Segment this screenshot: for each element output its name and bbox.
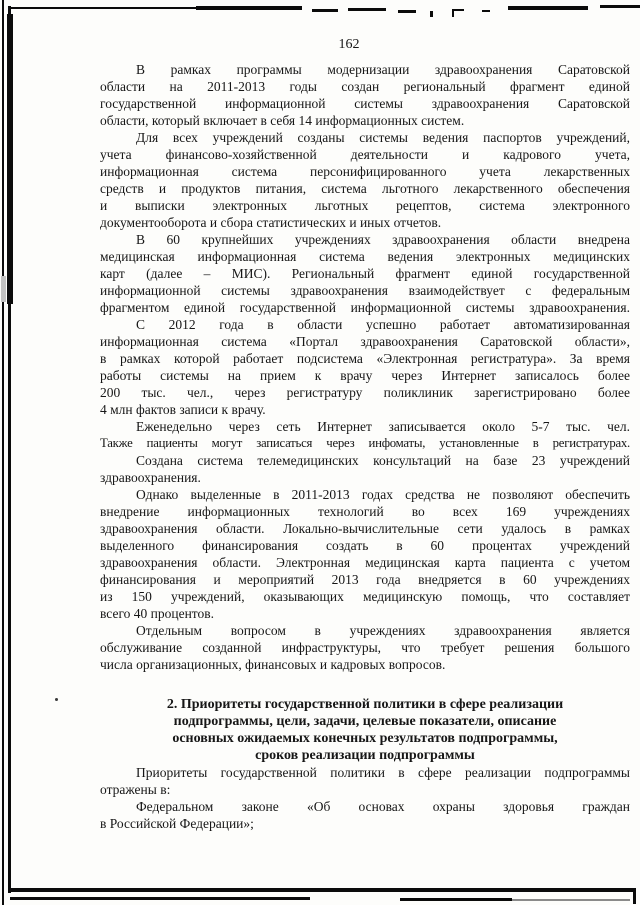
scan-border-left-outer [2, 0, 4, 905]
text-line: В 60 крупнейших учреждениях здравоохранения области внедрена [136, 232, 630, 247]
text-line: обслуживание созданной инфраструктуры, что требует решения большого [100, 640, 630, 655]
paragraph [100, 798, 630, 832]
scan-border-bottom-second [10, 897, 310, 900]
text-line: фрагментом единой государственной информационной системы здравоохранения. [100, 300, 630, 315]
text-line: в рамках которой работает подсистема «Электронная регистратура». За время [100, 351, 630, 366]
scan-border-top-segment [348, 8, 386, 11]
text-line: Приоритеты государственной политики в сфере реализации подпрограммы [136, 765, 630, 780]
scan-border-top-segment [398, 10, 416, 13]
text-line: здравоохранения. [100, 470, 201, 485]
page-number: 162 [338, 37, 360, 52]
text-line: выделенного финансирования создать в 60 процентах учреждений [100, 538, 630, 553]
scan-border-bottom [10, 888, 635, 892]
text-line: информационной системы здравоохранения взаимодействует с федеральным [100, 283, 630, 298]
text-line: Еженедельно через сеть Интернет записывается около 5-7 тыс. чел. [136, 419, 630, 434]
scan-border-bottom-second [400, 898, 512, 901]
text-line: карт (далее – МИС). Региональный фрагмент единой государственной [100, 266, 630, 281]
text-line: Федеральном законе «Об основах охраны здоровья граждан [136, 799, 630, 814]
text-line: 200 тыс. чел., через регистратуру поликлиник зарегистрировано более [100, 385, 630, 400]
text-line: 4 млн фактов записи к врачу. [100, 402, 266, 417]
text-line: внедрение информационных технологий во всех 169 учреждениях [100, 504, 630, 519]
text-line: С 2012 года в области успешно работает автоматизированная [136, 317, 630, 332]
text-line: финансирования и мероприятий 2013 года внедряется в 60 учреждениях [100, 572, 630, 587]
scan-ink-dot [55, 698, 58, 701]
text-line: Также пациенты могут записаться через инфоматы, установленные в регистратурах. [100, 436, 630, 450]
scan-border-corner-tick [633, 888, 636, 904]
text-line: подпрограммы, цели, задачи, целевые показатели, описание [173, 714, 557, 729]
text-line: и выписки электронных льготных рецептов, система электронного [100, 198, 630, 213]
text-line: отражены в: [100, 782, 171, 797]
text-line: В рамках программы модернизации здравоохранения Саратовской [136, 62, 630, 77]
paragraph [100, 61, 630, 129]
text-line: Создана система телемедицинских консультаций на базе 23 учреждений [136, 453, 630, 468]
scan-smudge [1, 276, 6, 302]
text-line: средств и продуктов питания, система льготного лекарственного обеспечения [100, 181, 630, 196]
text-line: Для всех учреждений созданы системы ведения паспортов учреждений, [136, 130, 630, 145]
text-line: сроков реализации подпрограммы [255, 748, 475, 763]
text-line: из 150 учреждений, оказывающих медицинскую помощь, что составляет [100, 589, 630, 604]
text-line: Однако выделенные в 2011-2013 годах средства не позволяют обеспечить [136, 487, 630, 502]
scan-border-top-segment [196, 6, 302, 10]
paragraph [100, 486, 630, 622]
text-line: информационная система персонифицированного учета лекарственных [100, 164, 630, 179]
text-line: 2. Приоритеты государственной политики в сфере реализации [166, 697, 564, 712]
scan-speck [452, 9, 454, 17]
text-block [100, 36, 630, 832]
paragraph [100, 316, 630, 418]
scan-speck [482, 10, 490, 12]
text-line: медицинская информационная система ведения электронных медицинских [100, 249, 630, 264]
scan-border-top-segment [10, 7, 198, 9]
text-line: всего 40 процентов. [100, 606, 215, 621]
paragraph [100, 622, 630, 673]
text-line: Отдельным вопросом в учреждениях здравоохранения является [136, 623, 630, 638]
paragraph [100, 452, 630, 486]
text-line: числа организационных, финансовых и кадровых вопросов. [100, 657, 446, 672]
document-body [100, 61, 630, 832]
scan-border-top-segment [508, 6, 588, 10]
text-line: работы системы на прием к врачу через Интернет записалось более [100, 368, 630, 383]
section-heading [100, 696, 630, 764]
text-line: документооборота и сбора статистических и иных отчетов. [100, 215, 442, 230]
paragraph [100, 129, 630, 231]
text-line: здравоохранения области. Локально-вычислительные сети удалось в рамках [100, 521, 630, 536]
scan-border-top-segment [312, 9, 338, 12]
scan-border-bottom-faint [512, 899, 630, 901]
scan-border-top-segment [600, 5, 640, 8]
paragraph [100, 764, 630, 798]
text-line: области на 2011-2013 годы создан региональный фрагмент единой [100, 79, 630, 94]
text-line: здравоохранения области. Электронная медицинская карта пациента с учетом [100, 555, 630, 570]
text-line: в Российской Федерации»; [100, 816, 254, 831]
text-line: области, который включает в себя 14 информационных систем. [100, 113, 465, 128]
paragraph [100, 231, 630, 316]
paragraph [100, 418, 630, 452]
scan-border-left-thick [7, 14, 13, 304]
text-line: основных ожидаемых конечных результатов подпрограммы, [172, 731, 558, 746]
text-line: государственной информационной системы здравоохранения Саратовской [100, 96, 630, 111]
text-line: учета финансово-хозяйственной деятельности и кадрового учета, [100, 147, 630, 162]
scan-speck [430, 11, 433, 17]
text-line: информационная система «Портал здравоохранения Саратовской области», [100, 334, 630, 349]
